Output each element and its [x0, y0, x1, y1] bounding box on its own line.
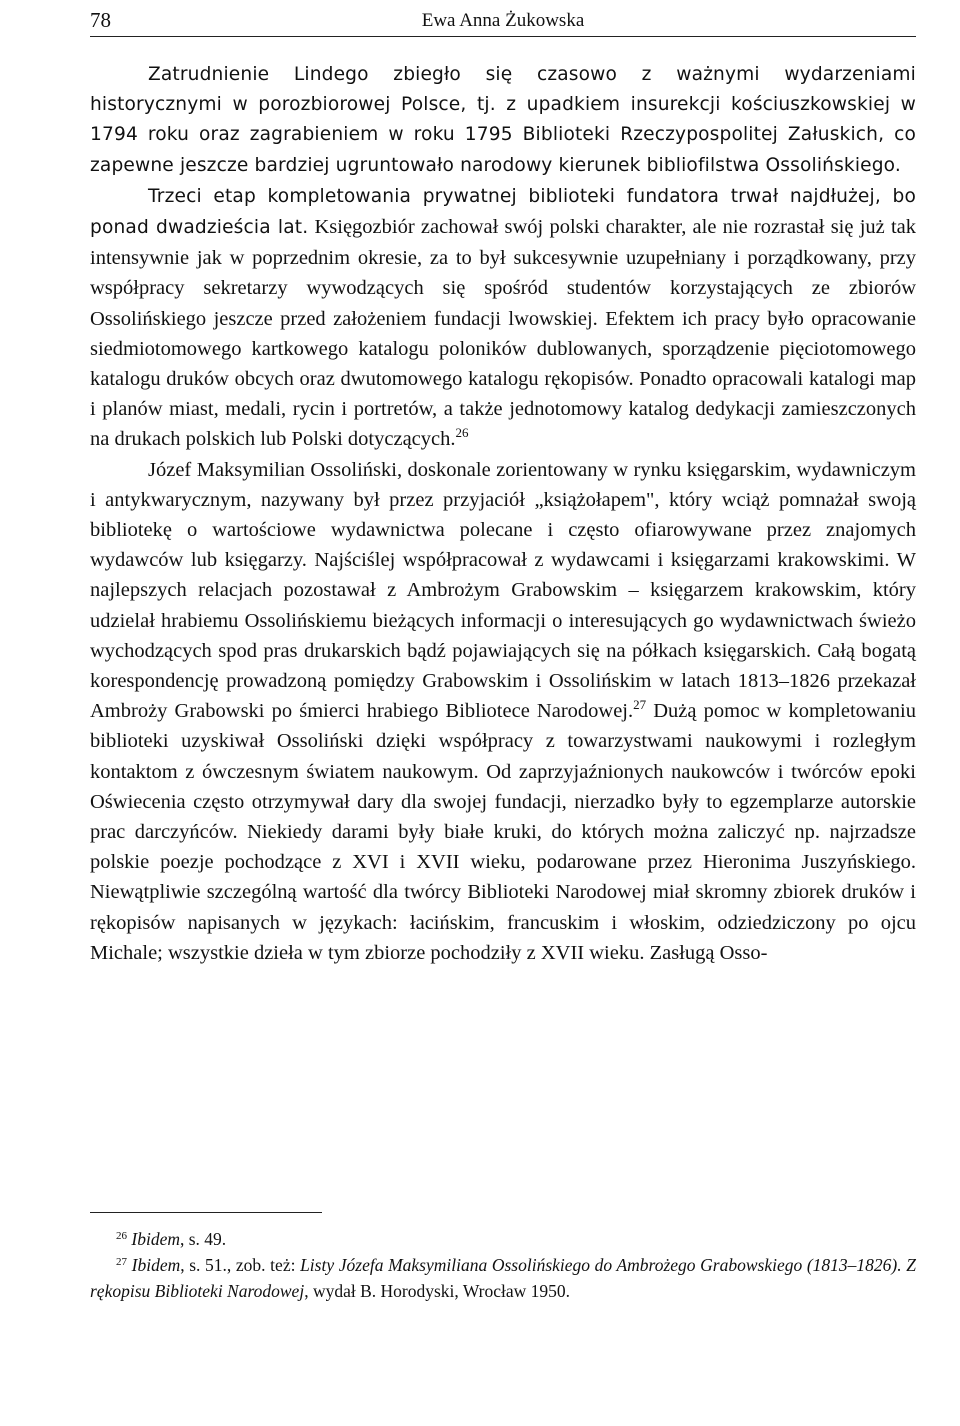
paragraph-3: [90, 455, 916, 968]
footnote-26: [90, 1226, 916, 1252]
running-header: [90, 6, 916, 37]
footnote-separator: [90, 1212, 322, 1213]
footnote-ref-26[interactable]: 26: [455, 425, 469, 441]
footnote-27-text-2: , wydał B. Horodyski, Wrocław 1950.: [304, 1281, 571, 1301]
paragraph-3-part-b: Dużą pomoc w kompletowaniu biblioteki uzyskiwał Ossoliński dzięki współpracy z towarzystwami naukowymi i rozległym kontaktom z ówczesnym światem naukowym. Od zaprzyjaźnionych naukowców i twórców epoki Oświecenia często otrzymywał dary dla swojej fundacji, nierzadko były to egzemplarze autorskie prac darczyńców. Niekiedy darami były białe kruki, do których można zaliczyć np. najrzadsze polskie poezje pochodzące z XVI i XVII wieku, podarowane przez Hieronima Juszyńskiego. Niewątpliwie szczególną wartość dla twórcy Biblioteki Narodowej miał skromny zbiorek druków i rękopisów napisanych w językach: łacińskim, francuskim i włoskim, odziedziczony po ojcu Michale; wszystkie dzieła w tym zbiorze pochodziły z XVII wieku. Zasługą Osso-: [90, 700, 916, 964]
footnote-26-text: , s. 49.: [179, 1229, 227, 1249]
footnote-27-text-1: , s. 51., zob. też:: [180, 1255, 301, 1275]
footnote-26-ibidem: Ibidem: [131, 1229, 180, 1249]
main-text: [90, 60, 916, 968]
paragraph-2-lead: Trzeci etap kompletowania prywatnej biblioteki fundatora trwał najdłużej, bo ponad dwadzieścia lat.: [90, 185, 916, 239]
paragraph-1: Zatrudnienie Lindego zbiegło się czasowo z ważnymi wydarzeniami historycznymi w porozbiorowej Polsce, tj. z upadkiem insurekcji kościuszkowskiej w 1794 roku oraz zagrabieniem w roku 1795 Biblioteki Rzeczypospolitej Załuskich, co zapewne jeszcze bardziej ugruntowało narodowy kierunek bibliofilstwa Ossolińskiego.: [90, 64, 916, 176]
footnote-27: [90, 1252, 916, 1304]
footnote-26-number: 26: [116, 1230, 127, 1242]
page-number: 78: [90, 8, 111, 32]
paragraph-3-part-a: Józef Maksymilian Ossoliński, doskonale zorientowany w rynku księgarskim, wydawniczym i antykwarycznym, nazywany był przez przyjaciół „książołapem", który wciąż pomnażał swoją bibliotekę o wartościowe wydawnictwa polecane i często ofiarowywane przez znajomych wydawców lub księgarzy. Najściślej współpracował z wydawcami i księgarzami krakowskimi. W najlepszych relacjach pozostawał z Ambrożym Grabowskim – księgarzem krakowskim, który udzielał hrabiemu Ossolińskiemu bieżących informacji o interesujących go wydawnictwach świeżo wychodzących spod pras drukarskich bądź pojawiających się na półkach księgarskich. Całą bogatą korespondencję prowadzoną pomiędzy Grabowskim i Ossolińskim w latach 1813–1826 przekazał Ambroży Grabowski po śmierci hrabiego Bibliotece Narodowej.: [90, 458, 916, 723]
footnote-27-title: Listy Józefa Maksymiliana Ossolińskiego do Ambrożego Grabowskiego (1813–1826). Z rękopisu Biblioteki Narodowej: [90, 1255, 916, 1301]
paragraph-2-body: Księgozbiór zachował swój polski charakter, ale nie rozrastał się już tak intensywnie jak w poprzednim okresie, za to był sukcesywnie uzupełniany i porządkowany, przy współpracy sekretarzy wywodzących się spośród studentów korzystających ze zbiorów Ossolińskiego jeszcze przed założeniem fundacji lwowskiej. Efektem ich pracy było opracowanie siedmiotomowego kartkowego katalogu poloników dublowanych, sporządzenie pięciotomowego katalogu druków obcych oraz dwutomowego katalogu rękopisów. Ponadto opracowali katalogi map i planów miast, medali, rycin i portretów, a także jednotomowy katalog dedykacji zamieszczonych na drukach polskich lub Polski dotyczących.: [90, 216, 916, 451]
footnote-27-number: 27: [116, 1256, 127, 1268]
running-head-author: Ewa Anna Żukowska: [421, 10, 585, 31]
footnote-27-ibidem: Ibidem: [131, 1255, 181, 1275]
footnotes: [90, 1226, 916, 1304]
paragraph-2: [90, 181, 916, 455]
footnote-ref-27[interactable]: 27: [633, 697, 647, 713]
